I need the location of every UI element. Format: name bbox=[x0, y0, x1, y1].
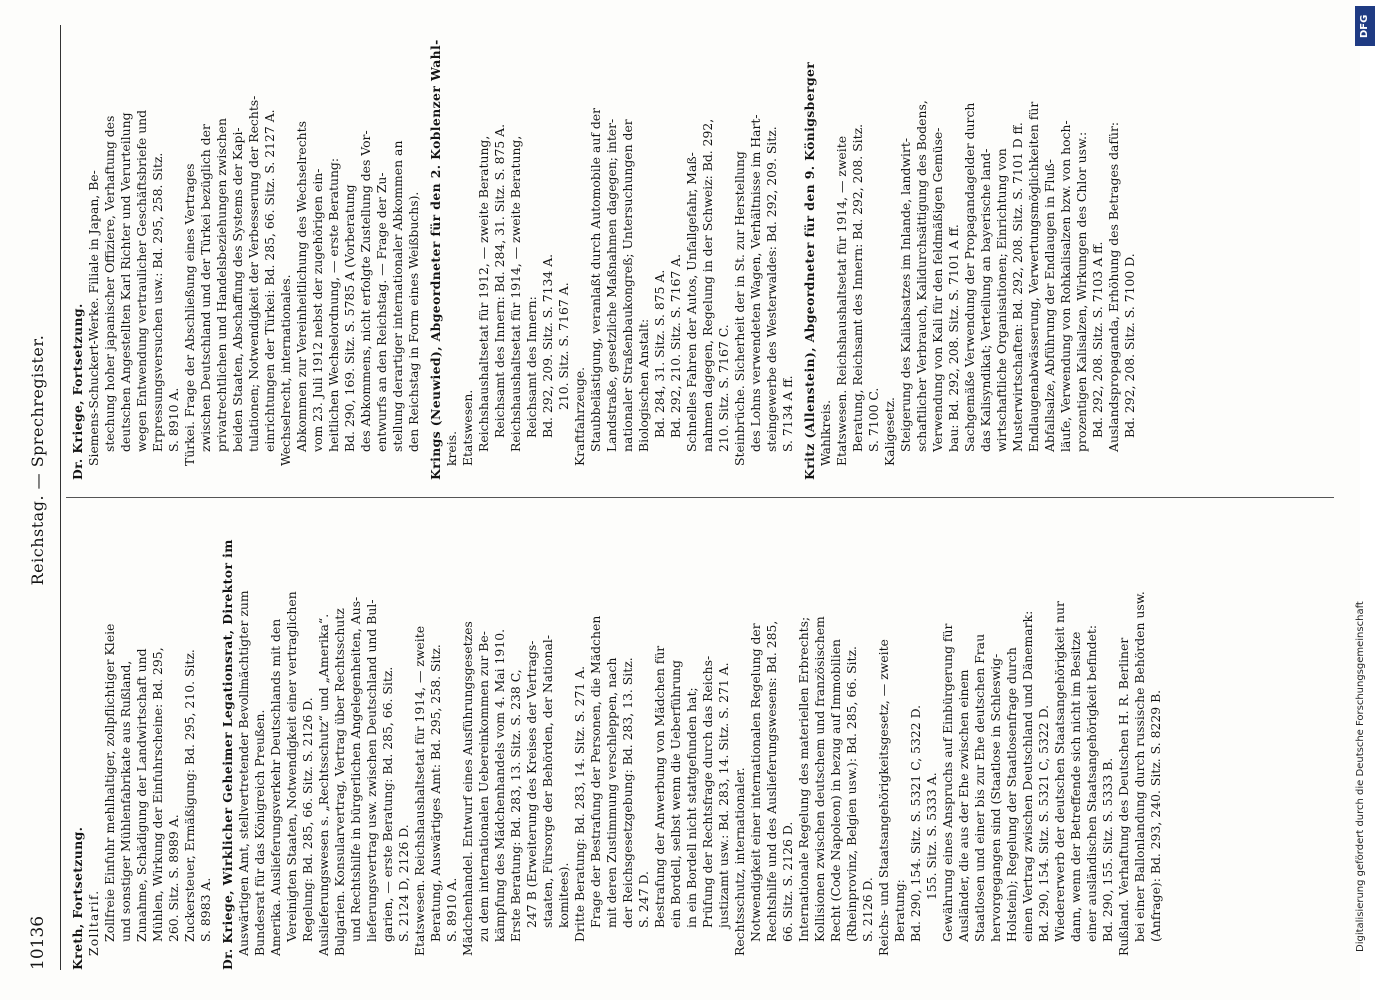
register-line: Zuckersteuer, Ermäßigung: Bd. 295, 210. Sitz. bbox=[182, 649, 197, 942]
register-line: Musterwirtschaften: Bd. 292, 208. Sitz. S. 7101 D ff. bbox=[1010, 122, 1025, 452]
register-line: Bd. 292, 209. Sitz. S. 7134 A. bbox=[540, 253, 555, 438]
register-line: Abkommen zur Vereinheitlichung des Wechselrechts bbox=[294, 121, 309, 452]
register-line: Erpressungsversuchen usw.: Bd. 295, 258. Sitz. bbox=[150, 152, 165, 452]
register-line: Gewährung eines Anspruchs auf Einbürgerung für bbox=[940, 623, 955, 942]
register-line: des Abkommens, nicht erfolgte Zustellung des Vor- bbox=[358, 130, 373, 452]
register-line: Auslieferungswesen s. „Rechtsschutz“ und „Amerika“. bbox=[316, 613, 331, 956]
register-line: 260. Sitz. S. 8989 A. bbox=[166, 814, 181, 942]
register-line: justizamt usw.: Bd. 283, 14. Sitz. S. 271 A. bbox=[716, 662, 731, 928]
register-line: Frage der Bestrafung der Personen, die Mädchen bbox=[588, 615, 603, 928]
register-line: hervorgegangen sind (Staatlose in Schleswig- bbox=[988, 653, 1003, 942]
register-line: Auslandspropaganda, Erhöhung des Betrages dafür: bbox=[1106, 121, 1121, 452]
register-line: Bd. 292, 208. Sitz. S. 7100 D. bbox=[1122, 253, 1137, 438]
register-line: Erste Beratung: Bd. 283, 13. Sitz. S. 238 C, bbox=[508, 669, 523, 942]
register-line: Etatswesen. Reichshaushaltsetat für 1914, — zweite bbox=[412, 625, 427, 956]
register-line: entwurfs an den Reichstag. — Frage der Zu- bbox=[374, 172, 389, 452]
dfg-logo: DFG bbox=[1355, 6, 1375, 46]
register-line: Bd. 292, 208. Sitz. S. 7103 A ff. bbox=[1090, 241, 1105, 438]
register-line: Mädchenhandel. Entwurf eines Ausführungsgesetzes bbox=[460, 621, 475, 956]
register-line: S. 2124 D, 2126 D. bbox=[396, 824, 411, 942]
register-line: Rußland. Verhaftung des Deutschen H. R. Berliner bbox=[1116, 637, 1131, 956]
register-line: Recht (Code Napoleon) in bezug auf Immobilien bbox=[828, 638, 843, 942]
register-line: Notwendigkeit einer internationalen Regelung der bbox=[748, 623, 763, 942]
register-line: kämpfung des Mädchenhandels vom 4. Mai 1910. bbox=[492, 628, 507, 942]
register-line: nahmen dagegen, Regelung in der Schweiz: Bd. 292, bbox=[700, 118, 715, 452]
register-line: stellung derartiger internationaler Abkommen an bbox=[390, 140, 405, 452]
register-line: Zolltarif. bbox=[86, 889, 101, 956]
register-line: privatrechtlichen und Handelsbeziehungen zwischen bbox=[214, 118, 229, 452]
digitization-caption: Digitalisierung gefördert durch die Deutsche Forschungsgemeinschaft bbox=[1355, 601, 1366, 952]
register-line: Kollisionen zwischen deutschem und französischem bbox=[812, 616, 827, 942]
register-line: und sonstiger Mühlenfabrikate aus Rußland, bbox=[118, 660, 133, 942]
register-line: (Rheinprovinz, Belgien usw.): Bd. 285, 66. Sitz. bbox=[844, 646, 859, 942]
register-line: den Reichstag in Form eines Weißbuchs). bbox=[406, 191, 421, 452]
register-line: prozentigen Kalisalzen, Wirkungen des Chlor usw.: bbox=[1074, 131, 1089, 452]
register-line: Bestrafung der Anwerbung von Mädchen für bbox=[652, 645, 667, 928]
register-line: wegen Entwendung vertraulicher Geschäftsbriefe und bbox=[134, 109, 149, 452]
register-line: Zollfreie Einfuhr mehlhaltiger, zollpflichtiger Kleie bbox=[102, 623, 117, 942]
register-line: garien, — erste Beratung: Bd. 285, 66. Sitz. bbox=[380, 666, 395, 942]
register-line: in ein Bordell nicht stattgefunden hat; bbox=[684, 687, 699, 928]
register-line: Kaligesetz. bbox=[882, 397, 897, 466]
register-line: Bd. 292, 210. Sitz. S. 7167 A. bbox=[668, 253, 683, 438]
register-line: S. 8910 A. bbox=[166, 387, 181, 452]
register-line: bei einer Ballonlandung durch russische Behörden usw. bbox=[1132, 591, 1147, 942]
register-line: tulationen; Notwendigkeit der Verbesserung der Rechts- bbox=[246, 95, 261, 452]
register-line: S. 7134 A ff. bbox=[780, 375, 795, 452]
register-line: Rechtshilfe und des Auslieferungswesens: Bd. 285, bbox=[764, 620, 779, 942]
page-title: Reichstag. — Sprechregister. bbox=[28, 334, 47, 586]
register-heading: Dr. Kriege, Fortsetzung. bbox=[70, 303, 85, 480]
register-line: Abfallsalze, Abführung der Endlaugen in Fluß- bbox=[1042, 159, 1057, 452]
register-line: Biologischen Anstalt: bbox=[636, 318, 651, 452]
register-line: Holstein); Regelung der Staatlosenfrage durch bbox=[1004, 647, 1019, 942]
register-line: Reichshaushaltsetat für 1912, — zweite Beratung, bbox=[476, 135, 491, 452]
register-line: (Anfrage): Bd. 293, 240. Sitz. S. 8229 B. bbox=[1148, 689, 1163, 942]
register-line: wirtschaftliche Organisationen; Einrichtung von bbox=[994, 148, 1009, 452]
register-heading: Kreth, Fortsetzung. bbox=[70, 826, 85, 970]
register-line: Bundesrat für das Königreich Preußen. bbox=[252, 709, 267, 956]
register-line: Regelung: Bd. 285, 66. Sitz. S. 2126 D. bbox=[300, 697, 315, 942]
register-line: Beratung, Auswärtiges Amt: Bd. 295, 258. Sitz. bbox=[428, 644, 443, 942]
register-line: Vereinigten Staaten, Notwendigkeit einer vertraglichen bbox=[284, 591, 299, 942]
register-line: Dritte Beratung: Bd. 283, 14. Sitz. S. 271 A. bbox=[572, 665, 587, 942]
register-line: Wiedererwerb der deutschen Staatsangehörigkeit nur bbox=[1052, 601, 1067, 942]
register-line: S. 247 D. bbox=[636, 871, 651, 928]
column-divider bbox=[66, 497, 1334, 498]
register-line: Etatswesen. Reichshaushaltsetat für 1914, — zweite bbox=[834, 135, 849, 466]
register-line: Zunahme, Schädigung der Landwirtschaft und bbox=[134, 648, 149, 942]
register-line: Internationale Regelung des materiellen Erbrechts; bbox=[796, 616, 811, 942]
register-line: Schnelles Fahren der Autos, Unfallgefahr, Maß- bbox=[684, 152, 699, 452]
register-line: Türkei. Frage der Abschließung eines Vertrages bbox=[182, 163, 197, 466]
register-line: Sachgemäße Verwendung der Propagandagelder durch bbox=[962, 102, 977, 452]
page-number: 10136 bbox=[28, 915, 48, 970]
register-line: einer ausländischen Staatsangehörigkeit befindet: bbox=[1084, 624, 1099, 942]
register-line: S. 8910 A. bbox=[444, 877, 459, 942]
register-line: Bd. 284, 31. Sitz. S. 875 A. bbox=[652, 269, 667, 438]
register-line: Staubbelästigung, veranlaßt durch Automobile auf der bbox=[588, 107, 603, 452]
register-line: komitees). bbox=[556, 862, 571, 928]
register-line: kreis. bbox=[444, 430, 459, 466]
register-line: heitlichen Wechselordnung, — erste Beratung: bbox=[326, 157, 341, 452]
register-line: Prüfung der Rechtsfrage durch das Reichs- bbox=[700, 655, 715, 928]
register-line: Bd. 290, 155. Sitz. S. 5333 B. bbox=[1100, 757, 1115, 942]
register-line: 210. Sitz. S. 7167 A. bbox=[556, 282, 571, 410]
register-line: Beratung, Reichsamt des Innern: Bd. 292, 208. Sitz. bbox=[850, 123, 865, 452]
register-line: Endlaugenabwässerung, Verwertungsmöglichkeiten für bbox=[1026, 101, 1041, 452]
register-line: Bulgarien. Konsularvertrag, Vertrag über Rechtsschutz bbox=[332, 608, 347, 956]
register-line: Bd. 290, 169. Sitz. S. 5785 A (Vorberatung bbox=[342, 184, 357, 452]
register-line: staaten, Fürsorge der Behörden, der National- bbox=[540, 634, 555, 928]
register-line: einrichtungen der Türkei: Bd. 285, 66. Sitz. S. 2127 A. bbox=[262, 109, 277, 452]
register-line: Verwendung von Kali für den feldmäßigen Gemüse- bbox=[930, 127, 945, 452]
register-line: S. 2126 D. bbox=[860, 877, 875, 942]
register-heading: Kritz (Allenstein), Abgeordneter für den 9. Königsberger bbox=[802, 61, 817, 480]
register-line: des Lohns verwendeten Wagen, Verhältnisse im Hart- bbox=[748, 114, 763, 452]
register-line: Wechselrecht, internationales. bbox=[278, 274, 293, 466]
register-line: Reichsamt des Innern: bbox=[524, 296, 539, 438]
register-line: deutschen Angestellten Karl Richter und Verurteilung bbox=[118, 112, 133, 452]
register-line: Auswärtigen Amt, stellvertretender Bevollmächtigter zum bbox=[236, 590, 251, 956]
register-line: Staatlosen und einer bis zur Ehe deutschen Frau bbox=[972, 633, 987, 942]
register-line: einen Vertrag zwischen Deutschland und Dänemark: bbox=[1020, 610, 1035, 942]
register-line: ein Bordell, selbst wenn die Ueberführung bbox=[668, 660, 683, 928]
register-line: 247 B (Erweiterung des Kreises der Vertrags- bbox=[524, 640, 539, 928]
register-line: Bd. 290, 154. Sitz. S. 5321 C, 5322 D. bbox=[1036, 704, 1051, 942]
register-line: Bd. 290, 154. Sitz. S. 5321 C, 5322 D. bbox=[908, 704, 923, 942]
register-line: vom 23. Juli 1912 nebst der zugehörigen ein- bbox=[310, 168, 325, 452]
register-line: zwischen Deutschland und der Türkei bezüglich der bbox=[198, 124, 213, 452]
register-line: 155. Sitz. S. 5333 A. bbox=[924, 772, 939, 900]
register-line: Reichshaushaltsetat für 1914, — zweite Beratung, bbox=[508, 135, 523, 452]
register-line: mit deren Zustimmung verschleppen, nach bbox=[604, 657, 619, 928]
register-heading: Krings (Neuwied), Abgeordneter für den 2. Koblenzer Wahl- bbox=[428, 39, 443, 480]
register-line: Amerika. Auslieferungsverkehr Deutschlands mit den bbox=[268, 618, 283, 956]
register-line: stechung hoher japanischer Offiziere, Verhaftung des bbox=[102, 115, 117, 452]
register-line: Landstraße, gesetzliche Maßnahmen dagegen; inter- bbox=[604, 118, 619, 452]
register-line: nationaler Straßenbaukongreß; Untersuchungen der bbox=[620, 119, 635, 452]
register-line: Steinbrüche. Sicherheit der in St. zur Herstellung bbox=[732, 151, 747, 466]
register-line: Mühlen, Wirkung der Einfuhrscheine: Bd. 295, bbox=[150, 647, 165, 942]
register-line: Beratung: bbox=[892, 879, 907, 942]
register-line: S. 8983 A. bbox=[198, 877, 213, 942]
register-line: Reichs- und Staatsangehörigkeitsgesetz, — zweite bbox=[876, 639, 891, 956]
right-column bbox=[70, 25, 1138, 480]
register-line: dann, wenn der Betreffende sich nicht im Besitze bbox=[1068, 631, 1083, 942]
register-line: Kraftfahrzeuge. bbox=[572, 366, 587, 466]
register-line: läufe, Verwendung von Rohkalisalzen bzw. von hoch- bbox=[1058, 120, 1073, 452]
register-line: lieferungsvertrag usw. zwischen Deutschland und Bul- bbox=[364, 599, 379, 942]
register-line: Ausländer, die aus der Ehe zwischen einem bbox=[956, 669, 971, 942]
register-line: Siemens-Schuckert-Werke. Filiale in Japan, Be- bbox=[86, 170, 101, 466]
register-line: steingewerbe des Westerwaldes: Bd. 292, 209. Sitz. bbox=[764, 126, 779, 452]
register-line: 66. Sitz. S. 2126 D. bbox=[780, 821, 795, 942]
register-heading: Dr. Kriege, Wirklicher Geheimer Legationsrat, Direktor im bbox=[220, 539, 235, 970]
register-line: beiden Staaten, Abschaffung des Systems der Kapi- bbox=[230, 127, 245, 452]
register-line: Wahlkreis. bbox=[818, 399, 833, 466]
register-line: Rechtsschutz, internationaler. bbox=[732, 767, 747, 956]
register-line: bau: Bd. 292, 208. Sitz. S. 7101 A ff. bbox=[946, 224, 961, 452]
register-line: Steigerung des Kaliabsatzes im Inlande, landwirt- bbox=[898, 137, 913, 452]
register-line: das Kalisyndikat; Verteilung an bayerische land- bbox=[978, 148, 993, 452]
register-line: zu dem internationalen Uebereinkommen zur Be- bbox=[476, 631, 491, 942]
register-line: S. 7100 C. bbox=[866, 387, 881, 452]
register-line: und Rechtshilfe in bürgerlichen Angelegenheiten, Aus- bbox=[348, 596, 363, 942]
header-rule bbox=[60, 25, 61, 970]
register-line: 210. Sitz. S. 7167 C. bbox=[716, 324, 731, 452]
register-line: der Reichsgesetzgebung: Bd. 283, 13. Sitz. bbox=[620, 657, 635, 928]
register-line: schaftlicher Verbrauch, Kalidurchsättigung des Bodens, bbox=[914, 100, 929, 452]
register-line: Reichsamt des Innern: Bd. 284, 31. Sitz. S. 875 A. bbox=[492, 123, 507, 438]
page-header bbox=[20, 20, 60, 970]
left-column bbox=[70, 515, 1164, 970]
register-line: Etatswesen. bbox=[460, 389, 475, 466]
